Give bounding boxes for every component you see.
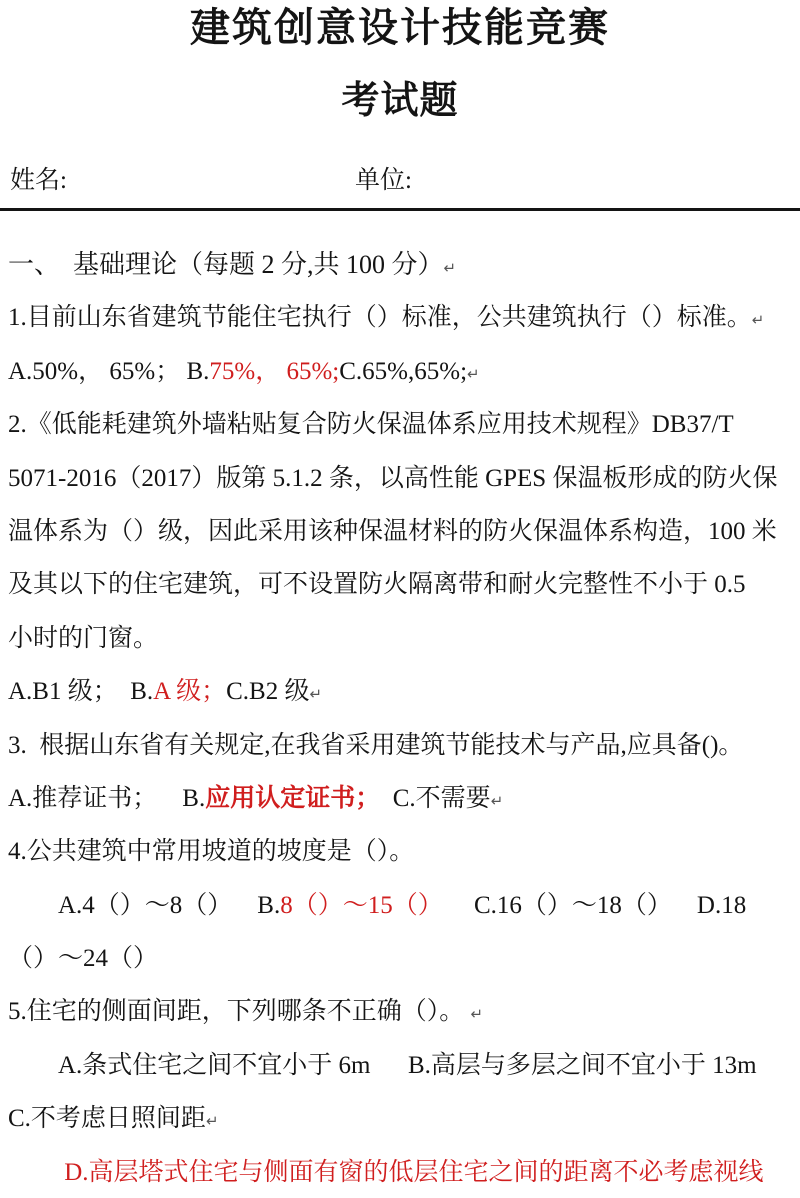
document-line <box>8 1039 800 1092</box>
document-line <box>8 772 800 825</box>
paragraph-mark-icon: ↵ <box>467 364 480 383</box>
text-run: 5071-2016（2017）版第 5.1.2 条，以高性能 GPES 保温板形成的防火保 <box>8 464 778 492</box>
paragraph-mark-icon: ↵ <box>490 791 504 810</box>
text-run: 2.《低能耗建筑外墙粘贴复合防火保温体系应用技术规程》DB37/T <box>8 411 734 439</box>
text-run: 4.公共建筑中常用坡道的坡度是（）。 <box>8 838 415 866</box>
document-line <box>8 612 800 665</box>
document-line <box>8 398 800 451</box>
document-line <box>8 452 800 505</box>
paragraph-mark-icon: ↵ <box>751 311 765 330</box>
text-run: C.不需要 <box>380 784 491 812</box>
text-run: 及其以下的住宅建筑，可不设置防火隔离带和耐火完整性不小于 0.5 <box>8 571 746 599</box>
paragraph-mark-icon: ↵ <box>470 1005 484 1024</box>
text-run: A.推荐证书； B. <box>8 784 206 812</box>
text-run: A.50%， 65%； B. <box>8 357 210 385</box>
name-unit-row <box>0 164 800 198</box>
text-run: （）～24（） <box>8 945 159 973</box>
text-run: C.不考虑日照间距 <box>8 1105 206 1133</box>
text-run: 5.住宅的侧面间距，下列哪条不正确（）。 <box>8 998 471 1026</box>
text-run: C.16（）～18（） D.18 <box>430 891 747 919</box>
text-run: 8（）～15（） <box>280 891 431 919</box>
text-run: A.B1 级； B. <box>8 678 154 706</box>
document-line <box>8 505 800 558</box>
paragraph-mark-icon: ↵ <box>309 685 323 704</box>
document-line <box>8 238 800 291</box>
text-run: 温体系为（）级，因此采用该种保温材料的防火保温体系构造，100 米 <box>8 517 777 545</box>
name-label: 姓名: <box>10 167 67 194</box>
text-run: C.65%,65%; <box>339 357 468 385</box>
document-line <box>8 825 800 878</box>
document-line <box>8 1092 800 1145</box>
text-run: D.高层塔式住宅与侧面有窗的低层住宅之间的距离不必考虑视线 <box>8 1158 764 1186</box>
text-run: 3. 根据山东省有关规定,在我省采用建筑节能技术与产品,应具备()。 <box>8 731 744 759</box>
text-run: A.条式住宅之间不宜小于 6m B.高层与多层之间不宜小于 13m <box>8 1051 757 1079</box>
text-run: 一、 基础理论（每题 2 分,共 100 分） <box>8 250 444 279</box>
document-subtitle: 考试题 <box>341 80 459 122</box>
text-run: A.4（）～8（） B. <box>8 891 281 919</box>
text-run: C.B2 级 <box>226 678 310 706</box>
document-line <box>8 985 800 1038</box>
document-body <box>8 238 800 1198</box>
text-run: 应用认定证书； <box>205 784 381 812</box>
document-line <box>8 1146 800 1198</box>
paragraph-mark-icon: ↵ <box>205 1112 219 1131</box>
document-line <box>8 291 800 344</box>
text-run: 小时的门窗。 <box>8 624 159 652</box>
text-run: A 级； <box>153 678 227 706</box>
header-divider <box>0 208 800 211</box>
document-line <box>8 665 800 718</box>
document-line <box>8 558 800 611</box>
document-line <box>8 719 800 772</box>
document-line <box>8 879 800 932</box>
unit-label: 单位: <box>355 167 412 194</box>
document-line <box>8 345 800 398</box>
text-run: 75%， 65%; <box>209 357 340 385</box>
paragraph-mark-icon: ↵ <box>443 259 457 277</box>
document-line <box>8 932 800 985</box>
text-run: 1.目前山东省建筑节能住宅执行（）标准，公共建筑执行（）标准。 <box>8 304 752 332</box>
document-title: 建筑创意设计技能竞赛 <box>190 6 610 50</box>
